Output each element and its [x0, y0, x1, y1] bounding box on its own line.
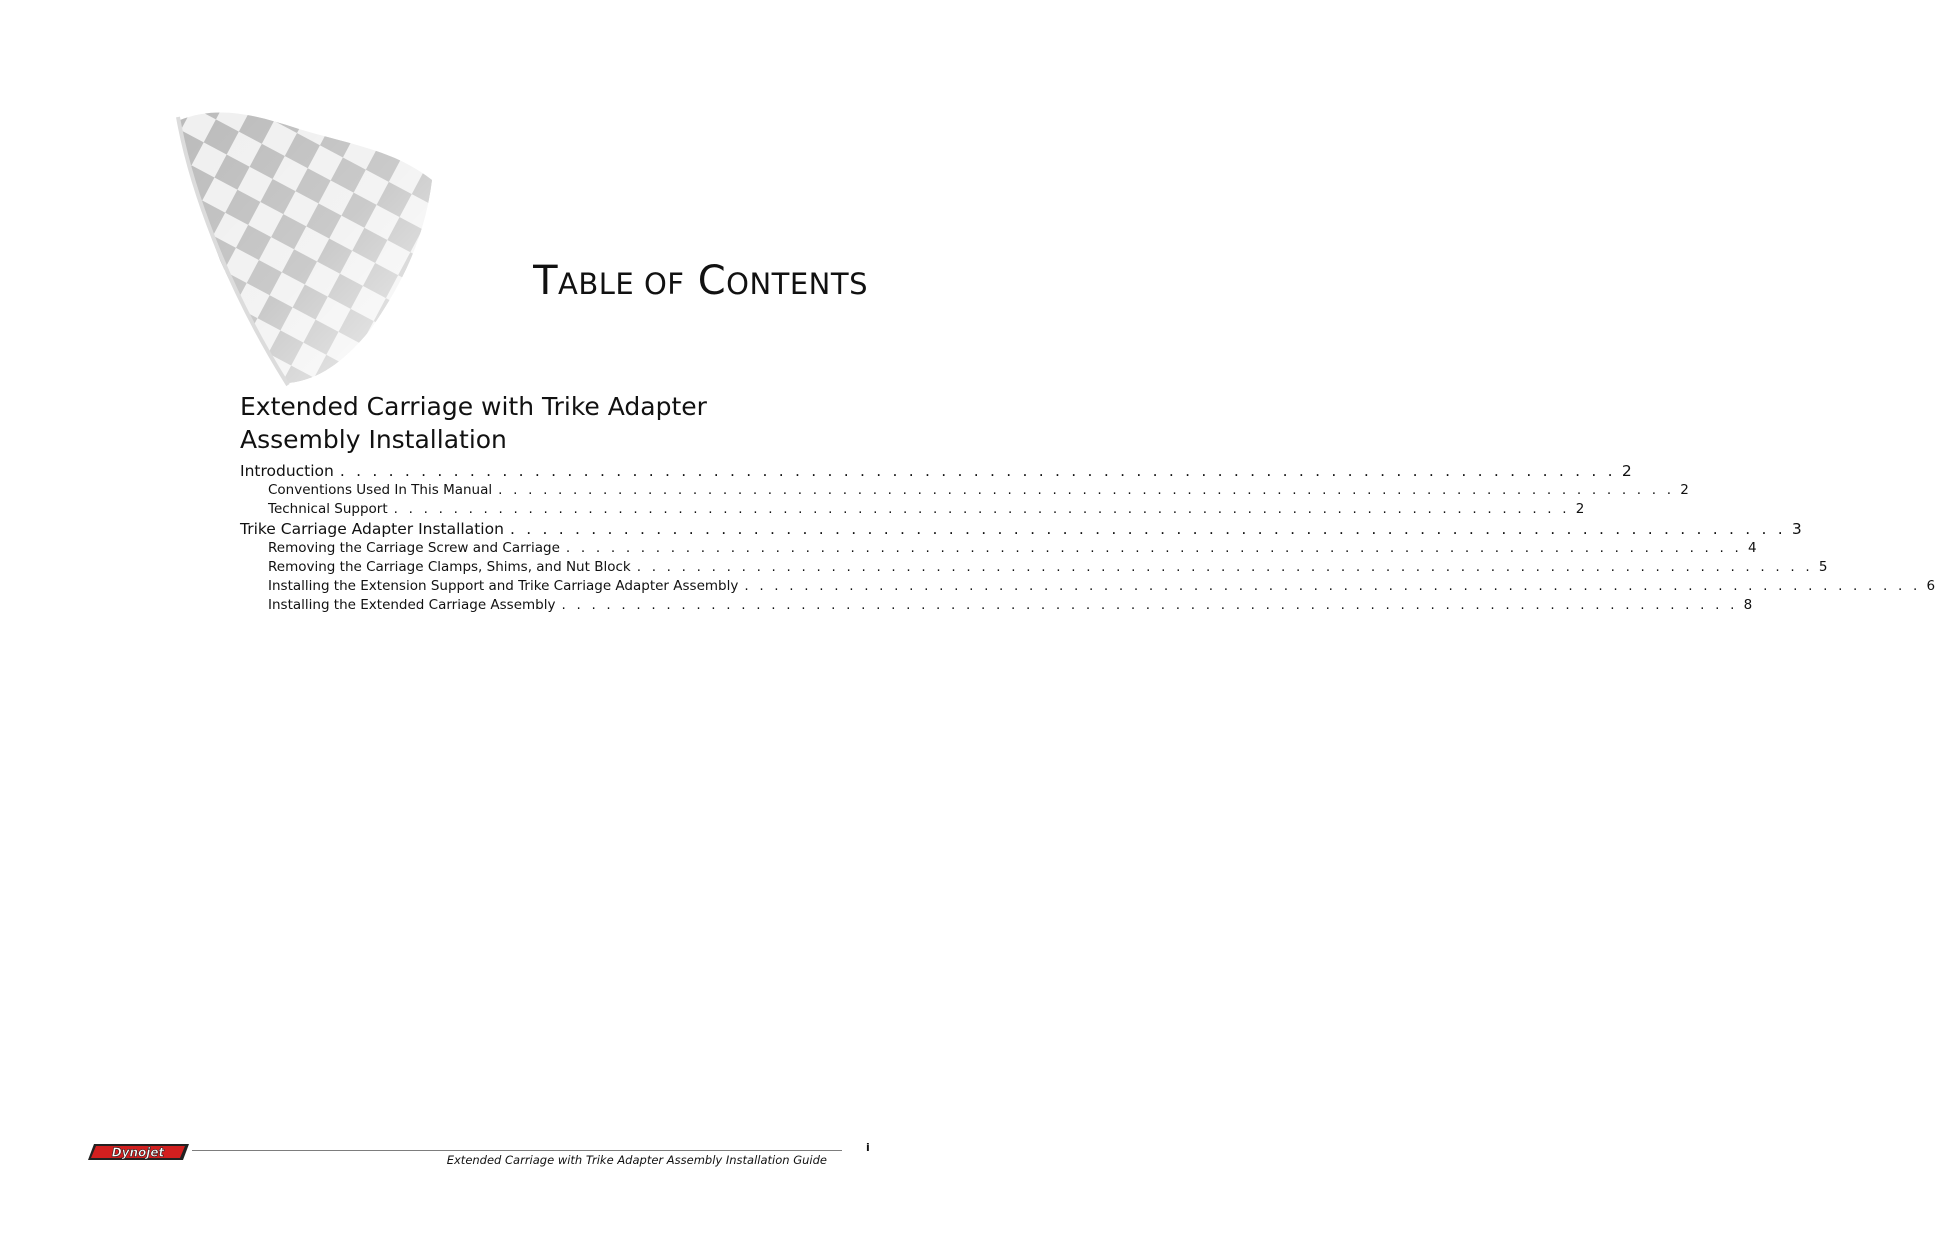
checkered-flag-icon: [170, 95, 440, 385]
dot-leader: . . . . . . . . . . . . . . . . . . . . . . . . . . . . . . . . . . . . . . . . . . . . . . . . . . . . . . . . . . . . . . . . . . . . . . . . . . . . . . .: [509, 520, 1786, 538]
page-number: i: [866, 1141, 870, 1154]
toc-entry-label: Technical Support: [268, 501, 388, 517]
dot-leader: . . . . . . . . . . . . . . . . . . . . . . . . . . . . . . . . . . . . . . . . . . . . . . . . . . . . . . . . . . . . . . . . . . . . . . . . . . . . . . .: [393, 501, 1570, 517]
section-heading: [240, 390, 800, 456]
toc-entry-page: 4: [1748, 540, 1757, 556]
dot-leader: . . . . . . . . . . . . . . . . . . . . . . . . . . . . . . . . . . . . . . . . . . . . . . . . . . . . . . . . . . . . . . . . . . . . . . . . . . . . . . .: [565, 540, 1743, 556]
toc-entry-installing-extension[interactable]: [240, 577, 1935, 596]
toc-entry-trike-installation[interactable]: [240, 519, 1802, 539]
dot-leader: . . . . . . . . . . . . . . . . . . . . . . . . . . . . . . . . . . . . . . . . . . . . . . . . . . . . . . . . . . . . . . . . . . . . . . . . . . . . . . .: [744, 578, 1921, 594]
toc-entry-page: 8: [1743, 597, 1753, 613]
dynojet-logo: [88, 1143, 190, 1161]
toc-entry-label: Removing the Carriage Screw and Carriage: [268, 540, 560, 556]
section-heading-line2: Assembly Installation: [240, 425, 507, 454]
page-title: [533, 258, 868, 304]
toc-entry-page: 2: [1621, 462, 1632, 480]
logo-wordmark: Dynojet: [111, 1145, 165, 1160]
toc-entry-removing-clamps[interactable]: [240, 558, 1828, 577]
toc-entry-label: Installing the Extended Carriage Assembly: [268, 597, 556, 613]
toc-entry-conventions[interactable]: [240, 481, 1689, 500]
dot-leader: . . . . . . . . . . . . . . . . . . . . . . . . . . . . . . . . . . . . . . . . . . . . . . . . . . . . . . . . . . . . . . . . . . . . . . . . . . . . . . .: [561, 597, 1738, 613]
toc-entry-page: 3: [1791, 520, 1802, 538]
footer-rule: [192, 1150, 842, 1151]
toc-entry-label: Installing the Extension Support and Trike Carriage Adapter Assembly: [268, 578, 739, 594]
section-heading-line1: Extended Carriage with Trike Adapter: [240, 392, 707, 421]
title-small-able-of: ABLE OF: [558, 267, 685, 301]
toc-entry-page: 2: [1575, 501, 1585, 517]
toc-entry-page: 6: [1926, 578, 1935, 594]
toc-entry-label: Conventions Used In This Manual: [268, 482, 493, 498]
toc-list: [240, 461, 1935, 615]
dot-leader: . . . . . . . . . . . . . . . . . . . . . . . . . . . . . . . . . . . . . . . . . . . . . . . . . . . . . . . . . . . . . . . . . . . . . . . . . . . . . . .: [339, 462, 1616, 480]
toc-entry-label: Trike Carriage Adapter Installation: [240, 520, 504, 538]
title-big-c: C: [697, 258, 727, 304]
title-small-ontents: ONTENTS: [726, 267, 868, 301]
toc-entry-label: Introduction: [240, 462, 334, 480]
footer-guide-title: Extended Carriage with Trike Adapter Assembly Installation Guide: [446, 1153, 827, 1167]
toc-entry-page: 2: [1680, 482, 1689, 498]
title-big-t: T: [533, 258, 559, 304]
toc-entry-label: Removing the Carriage Clamps, Shims, and Nut Block: [268, 559, 631, 575]
toc-entry-page: 5: [1818, 559, 1828, 575]
toc-entry-removing-screw[interactable]: [240, 539, 1757, 558]
dot-leader: . . . . . . . . . . . . . . . . . . . . . . . . . . . . . . . . . . . . . . . . . . . . . . . . . . . . . . . . . . . . . . . . . . . . . . . . . . . . . . .: [636, 559, 1813, 575]
toc-entry-technical-support[interactable]: [240, 500, 1585, 519]
toc-entry-introduction[interactable]: [240, 461, 1632, 481]
toc-entry-installing-carriage[interactable]: [240, 596, 1753, 615]
dot-leader: . . . . . . . . . . . . . . . . . . . . . . . . . . . . . . . . . . . . . . . . . . . . . . . . . . . . . . . . . . . . . . . . . . . . . . . . . . . . . . .: [498, 482, 1675, 498]
